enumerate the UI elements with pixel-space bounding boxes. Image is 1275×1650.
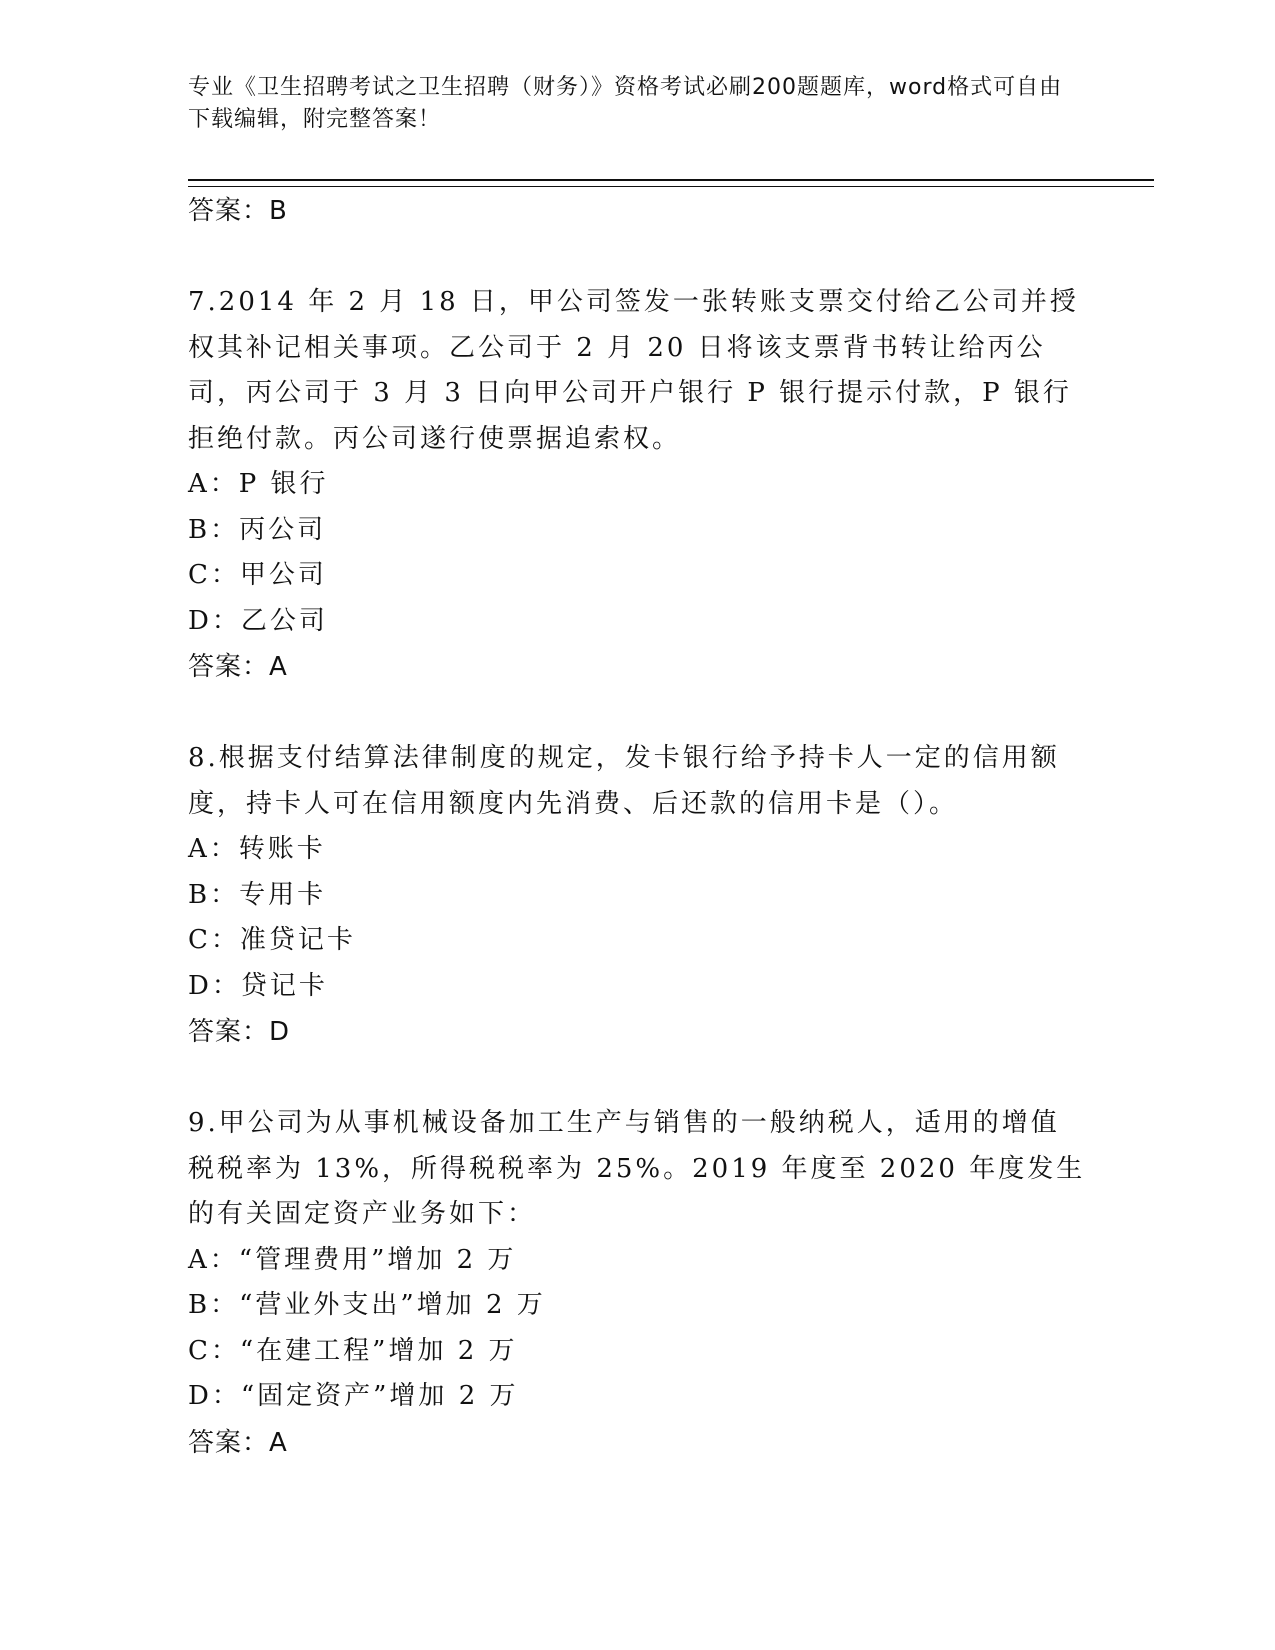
header-divider	[188, 179, 1154, 187]
question-stem: 8.根据支付结算法律制度的规定，发卡银行给予持卡人一定的信用额度，持卡人可在信用额度内先消费、后还款的信用卡是（）。	[188, 743, 1060, 819]
question-content	[188, 192, 1088, 1462]
option-d: D：“固定资产”增加 2 万	[188, 1381, 519, 1411]
option-a: A：“管理费用”增加 2 万	[188, 1244, 517, 1275]
option-a: A：转账卡	[188, 834, 326, 864]
option-d: D：乙公司	[188, 605, 328, 636]
answer-line: 答案：A	[188, 652, 288, 682]
answer-line: 答案：D	[188, 1017, 291, 1047]
option-c: C：准贷记卡	[188, 925, 356, 955]
spacer	[188, 1051, 1088, 1101]
option-b: B：“营业外支出”增加 2 万	[188, 1290, 546, 1320]
option-c: C：“在建工程”增加 2 万	[188, 1335, 518, 1366]
option-c: C：甲公司	[188, 560, 327, 590]
spacer	[188, 230, 1088, 280]
option-b: B：专用卡	[188, 879, 327, 910]
spacer	[188, 686, 1088, 736]
question-stem: 7.2014 年 2 月 18 日，甲公司签发一张转账支票交付给乙公司并授权其补记相关事项。乙公司于 2 月 20 日将该支票背书转让给丙公司，丙公司于 3 月 3 日向甲公司开户银行 P 银行提示付款，P 银行拒绝付款。丙公司遂行使票据追索权。	[188, 287, 1079, 454]
page-header: 专业《卫生招聘考试之卫生招聘（财务）》资格考试必刷200题题库，word格式可自由下载编辑，附完整答案！	[188, 75, 1063, 132]
option-b: B：丙公司	[188, 514, 327, 545]
question-stem: 9.甲公司为从事机械设备加工生产与销售的一般纳税人，适用的增值税税率为 13%，所得税税率为 25%。2019 年度至 2020 年度发生的有关固定资产业务如下：	[188, 1108, 1086, 1229]
answer-line: 答案：B	[188, 196, 288, 226]
option-a: A：P 银行	[188, 469, 329, 499]
option-d: D：贷记卡	[188, 970, 328, 1001]
answer-line: 答案：A	[188, 1427, 288, 1458]
